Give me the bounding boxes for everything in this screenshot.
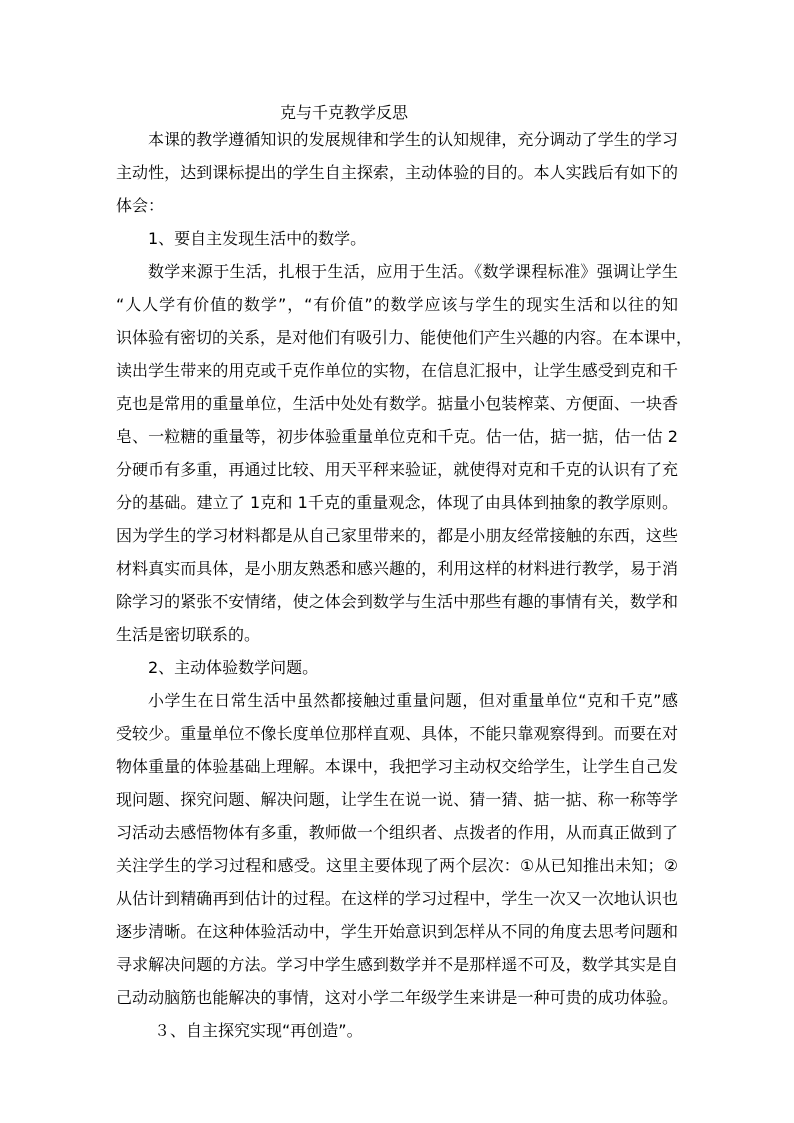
intro-line: 本课的教学遵循知识的发展规律和学生的认知规律，充分调动了学生的学习: [148, 130, 678, 149]
section-2-line: 寻求解决问题的方法。学习中学生感到数学并不是那样遥不可及，数学其实是自: [116, 955, 678, 974]
section-2-line: 从估计到精确再到估计的过程。在这样的学习过程中，学生一次又一次地认识也: [116, 889, 678, 908]
section-2-heading: 2、主动体验数学问题。: [148, 658, 319, 677]
section-2-line: 关注学生的学习过程和感受。这里主要体现了两个层次：①从已知推出未知；②: [116, 856, 678, 875]
section-2-line: 小学生在日常生活中虽然都接触过重量问题，但对重量单位“克和千克”感: [148, 691, 678, 710]
section-1-line: 皂、一粒糖的重量等，初步体验重量单位克和千克。估一估，掂一掂，估一估 2: [116, 427, 678, 446]
section-1-line: 生活是密切联系的。: [116, 625, 261, 644]
section-2-line: 受较少。重量单位不像长度单位那样直观、具体，不能只靠观察得到。而要在对: [116, 724, 678, 743]
section-1-line: 因为学生的学习材料都是从自己家里带来的，都是小朋友经常接触的东西，这些: [116, 526, 678, 545]
section-1-line: 分硬币有多重，再通过比较、用天平秤来验证，就使得对克和千克的认识有了充: [116, 460, 678, 479]
section-1-line: 识体验有密切的关系，是对他们有吸引力、能使他们产生兴趣的内容。在本课中，: [116, 328, 693, 347]
section-1-line: 读出学生带来的用克或千克作单位的实物，在信息汇报中，让学生感受到克和千: [116, 361, 678, 380]
intro-line: 体会：: [116, 196, 165, 215]
intro-line: 主动性，达到课标提出的学生自主探索，主动体验的目的。本人实践后有如下的: [116, 163, 678, 182]
document-title: 克与千克教学反思: [280, 103, 409, 122]
document-page: [116, 0, 693, 1123]
section-2-line: 逐步清晰。在这种体验活动中，学生开始意识到怎样从不同的角度去思考问题和: [116, 922, 678, 941]
section-2-line: 物体重量的体验基础上理解。本课中，我把学习主动权交给学生，让学生自己发: [116, 757, 678, 776]
section-1-heading: 1、要自主发现生活中的数学。: [148, 229, 367, 248]
section-1-line: 除学习的紧张不安情绪，使之体会到数学与生活中那些有趣的事情有关，数学和: [116, 592, 678, 611]
section-2-line: 现问题、探究问题、解决问题，让学生在说一说、猜一猜、掂一掂、称一称等学: [116, 790, 678, 809]
section-1-line: 数学来源于生活，扎根于生活，应用于生活。《数学课程标准》强调让学生: [148, 262, 678, 281]
section-1-line: 分的基础。建立了 1克和 1千克的重量观念，体现了由具体到抽象的教学原则。: [116, 493, 678, 512]
section-1-line: 材料真实而具体，是小朋友熟悉和感兴趣的，利用这样的材料进行教学，易于消: [116, 559, 678, 578]
section-2-line: 习活动去感悟物体有多重，教师做一个组织者、点拨者的作用，从而真正做到了: [116, 823, 678, 842]
section-2-line: 己动动脑筋也能解决的事情，这对小学二年级学生来讲是一种可贵的成功体验。: [116, 988, 678, 1007]
section-1-line: 克也是常用的重量单位，生活中处处有数学。掂量小包装榨菜、方便面、一块香: [116, 394, 678, 413]
section-3-heading: ３、自主探究实现“再创造”。: [154, 1021, 363, 1040]
section-1-line: “人人学有价值的数学”，“有价值”的数学应该与学生的现实生活和以往的知: [116, 295, 678, 314]
